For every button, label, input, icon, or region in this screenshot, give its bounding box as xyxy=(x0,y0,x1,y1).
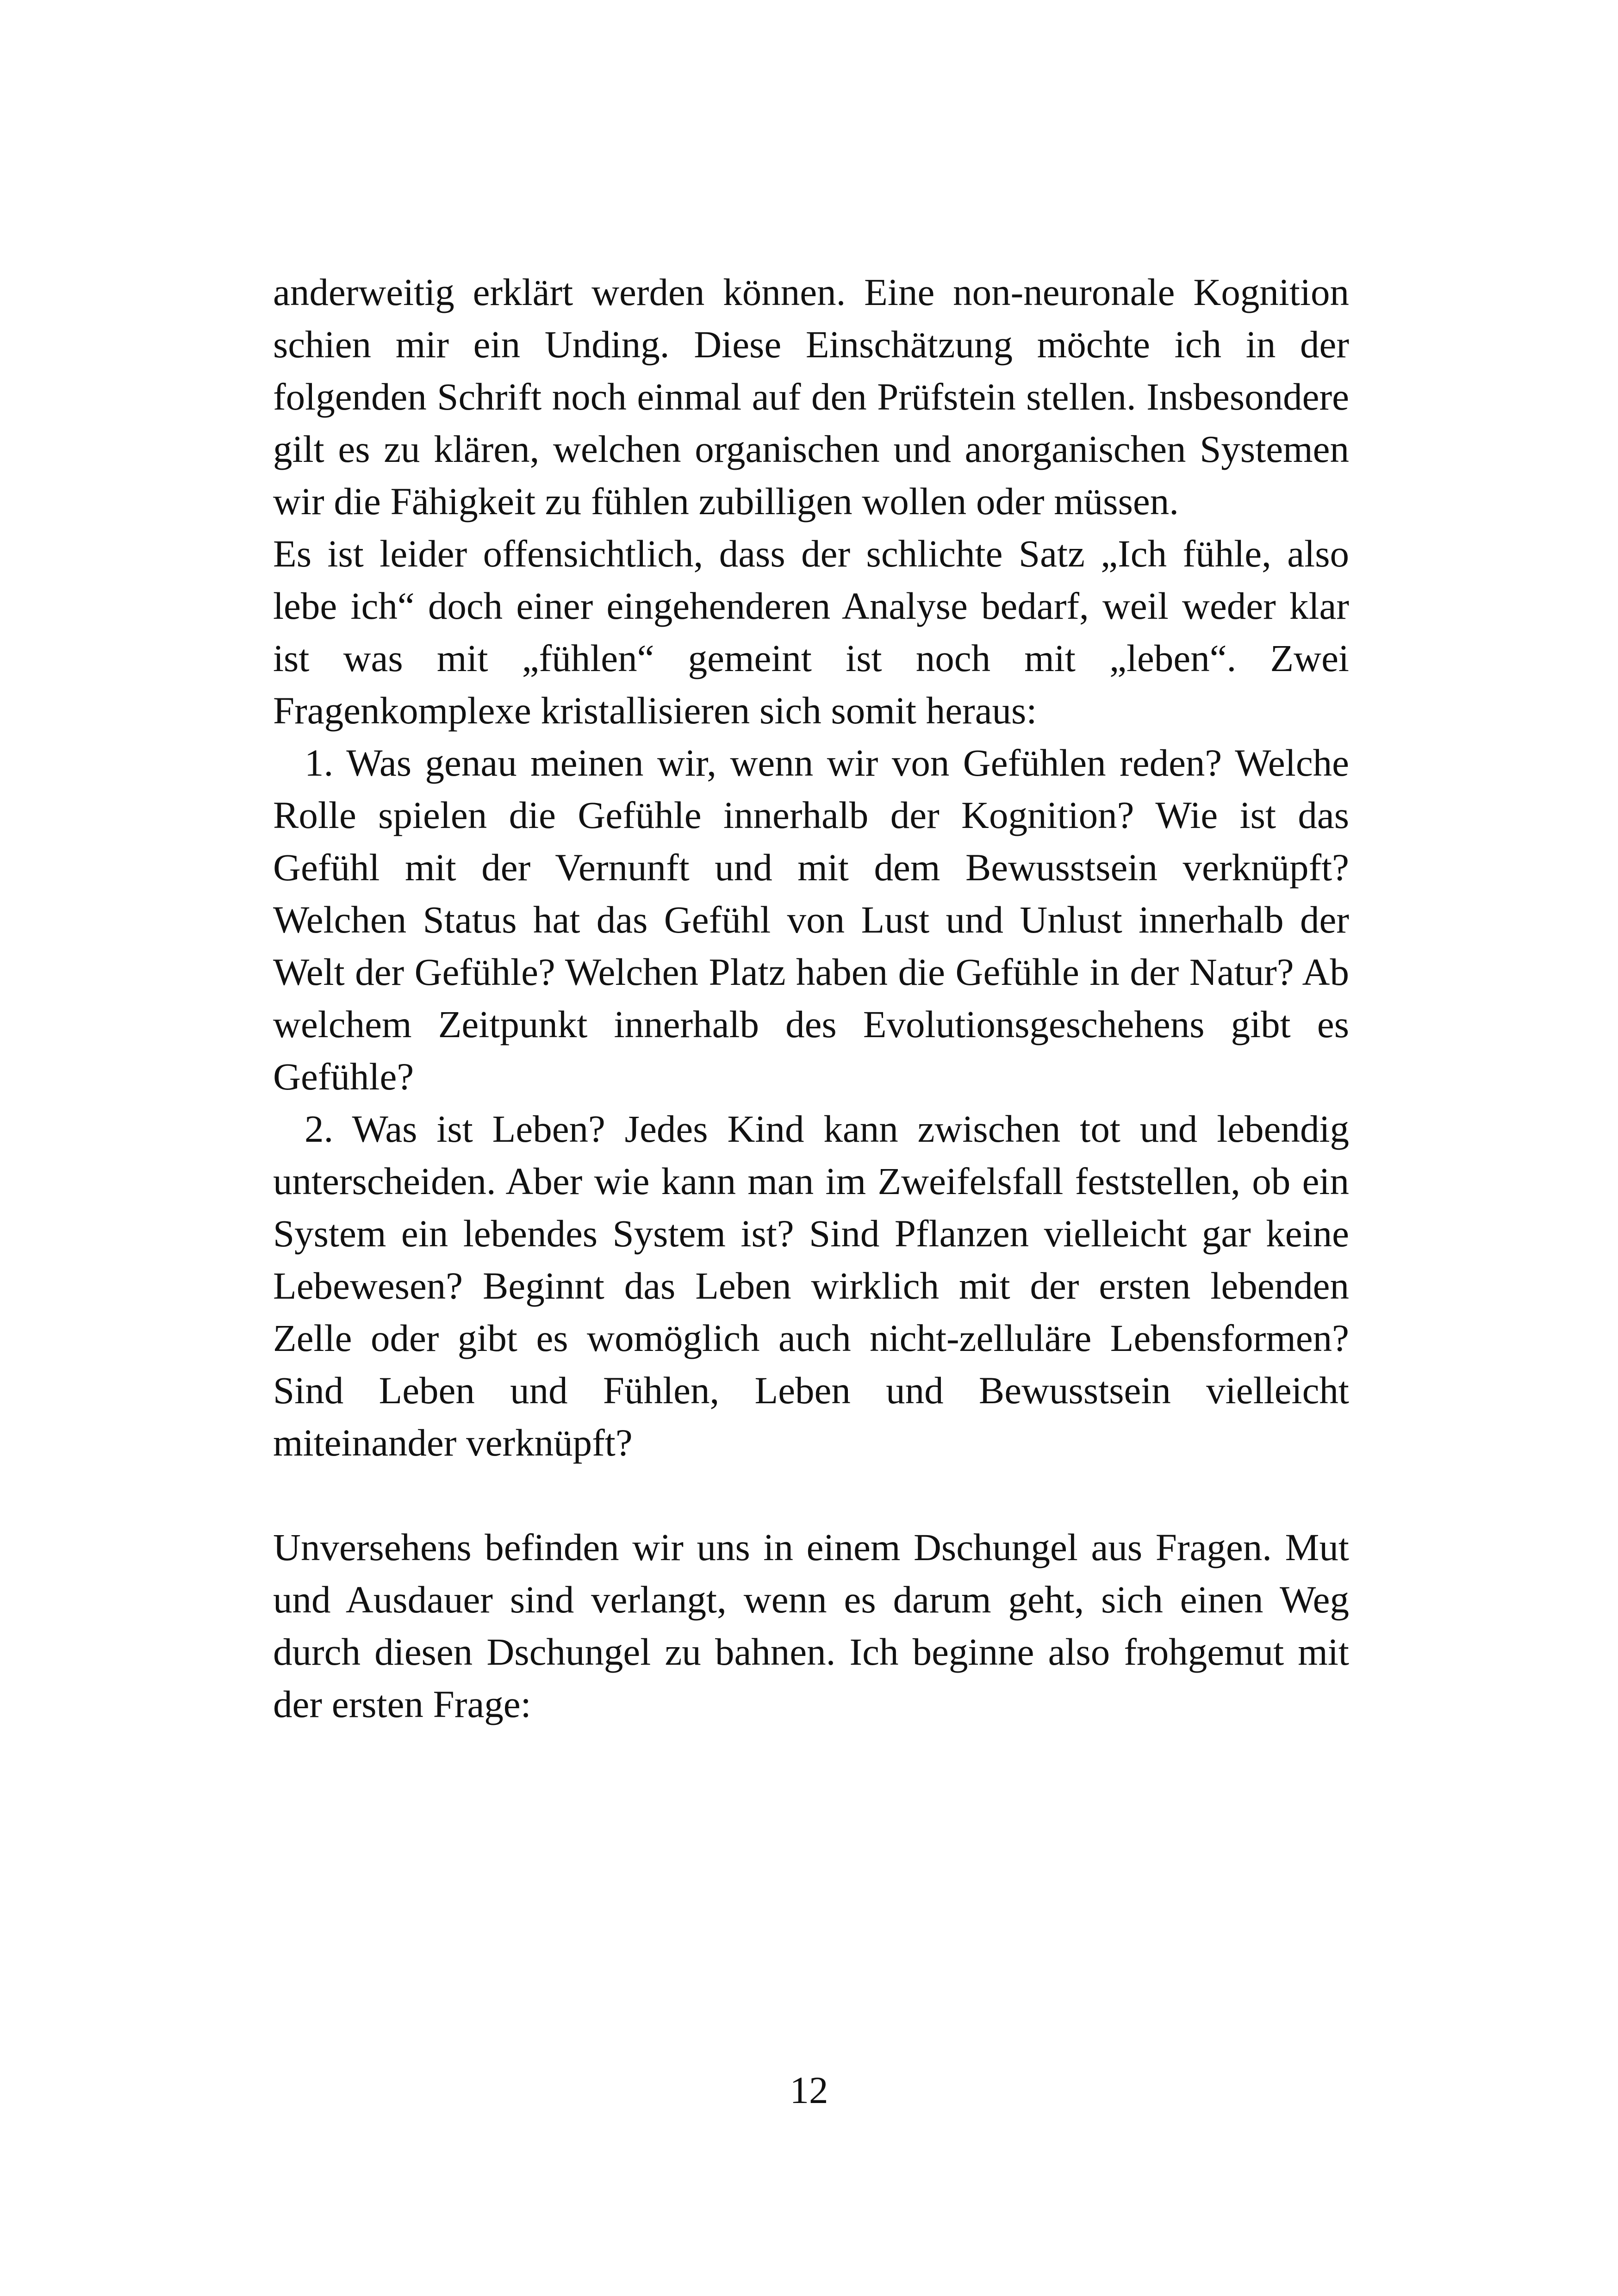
list-item-feelings: 1. Was genau meinen wir, wenn wir von Gefühlen reden? Welche Rolle spielen die Gefühle innerhalb der Kognition? Wie ist das Gefühl mit der Vernunft und mit dem Bewusstsein verknüpft? Welchen Status hat das Gefühl von Lust und Unlust innerhalb der Welt der Gefühle? Welchen Platz haben die Gefühle in der Natur? Ab welchem Zeitpunkt innerhalb des Evolutionsgeschehens gibt es Gefühle? xyxy=(273,741,1349,1098)
paragraph-closing: Unversehens befinden wir uns in einem Dschungel aus Fragen. Mut und Ausdauer sind verlangt, wenn es darum geht, sich einen Weg durch diesen Dschungel zu bahnen. Ich beginne also frohgemut mit der ersten Frage: xyxy=(273,1526,1349,1725)
list-item-life: 2. Was ist Leben? Jedes Kind kann zwischen tot und lebendig unterscheiden. Aber wie kann man im Zweifelsfall feststellen, ob ein System ein lebendes System ist? Sind Pflanzen vielleicht gar keine Lebewesen? Beginnt das Leben wirklich mit der ersten lebenden Zelle oder gibt es womöglich auch nicht-zelluläre Lebensformen? Sind Leben und Fühlen, Leben und Bewusstsein vielleicht miteinander verknüpft? xyxy=(273,1108,1349,1464)
paragraph-question-complexes: Es ist leider offensichtlich, dass der schlichte Satz „Ich fühle, also lebe ich“ doch einer eingehenderen Analyse bedarf, weil weder klar ist was mit „fühlen“ gemeint ist noch mit „leben“. Zwei Fragenkomplexe kristallisieren sich somit heraus: xyxy=(273,532,1349,732)
body-text xyxy=(273,266,1349,1730)
page-number: 12 xyxy=(790,2069,828,2111)
paragraph-spacer xyxy=(273,1469,1349,1521)
paragraph-continuation: anderweitig erklärt werden können. Eine non-neuronale Kognition schien mir ein Unding. Diese Einschätzung möchte ich in der folgenden Schrift noch einmal auf den Prüfstein stellen. Insbesondere gilt es zu klären, welchen organischen und anorganischen Systemen wir die Fähigkeit zu fühlen zubilligen wollen oder müssen. xyxy=(273,271,1349,523)
